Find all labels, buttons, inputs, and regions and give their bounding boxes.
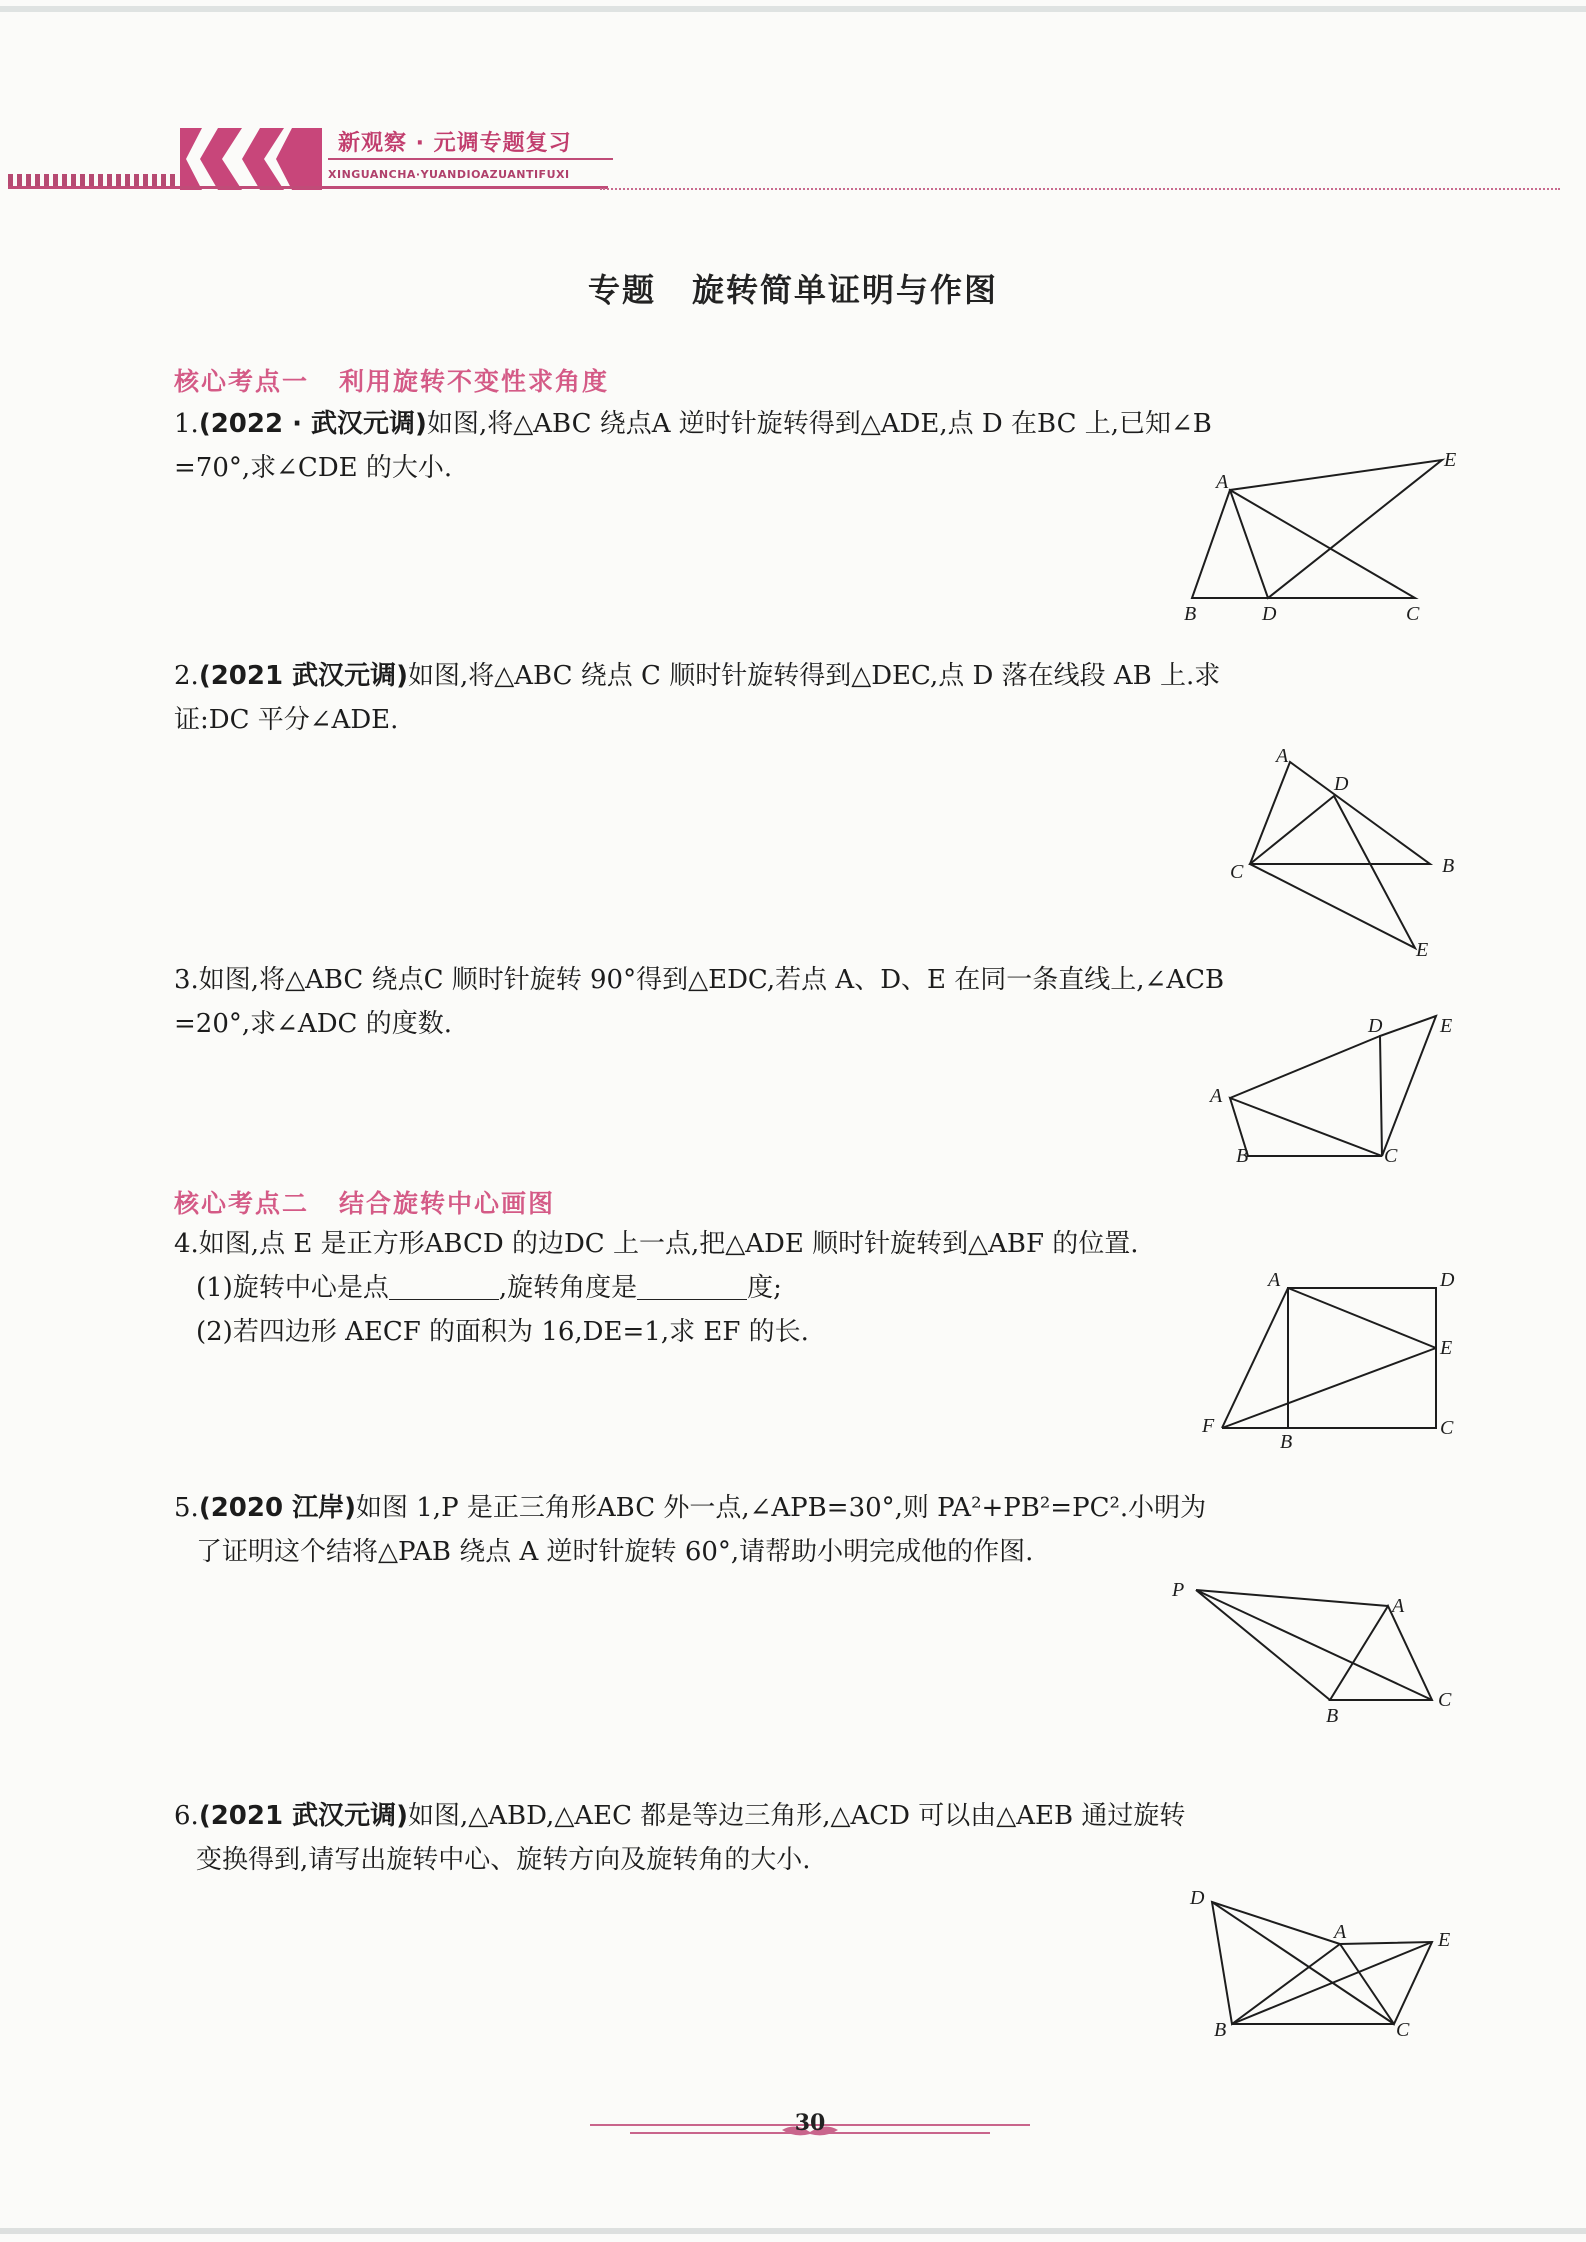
page-number: 30 [794,2110,826,2136]
label-c: C [1230,861,1244,883]
problem-2-line-2: 证:DC 平分∠ADE. [174,705,399,735]
problem-source: (2020 江岸) [198,1493,356,1523]
problem-6-line-2: 变换得到,请写出旋转中心、旋转方向及旋转角的大小. [196,1845,811,1875]
problem-3-line-1: 3.如图,将△ABC 绕点C 顺时针旋转 90°得到△EDC,若点 A、D、E 在同一条直线上,∠ACB [174,965,1225,995]
segment-ae [1288,1288,1436,1348]
problem-4-part-1 [196,1266,782,1310]
figure-3 [1204,1008,1464,1173]
problem-text: 如图 1,P 是正三角形ABC 外一点,∠APB=30°,则 PA²+PB²=PC².小明为 [356,1493,1207,1523]
label-b: B [1214,2019,1227,2041]
triangle-aec [1340,1942,1432,2024]
top-border [0,6,1586,12]
page-title-main: 旋转简单证明与作图 [692,271,999,309]
label-c: C [1396,2019,1410,2041]
triangle-edc [1380,1016,1436,1156]
label-e: E [1440,1337,1453,1359]
triangle-dec [1250,796,1415,948]
label-d: D [1190,1887,1205,1909]
problem-number: 2. [174,661,199,691]
section-heading-1 [174,362,609,398]
section-title: 结合旋转中心画图 [339,1189,556,1218]
chevron-logo-icon [172,128,322,190]
segment-ad [1230,1036,1380,1098]
problem-text: 如图,△ABD,△AEC 都是等边三角形,△ACD 可以由△AEB 通过旋转 [408,1801,1186,1831]
label-d: D [1262,603,1277,625]
label-e: E [1440,1015,1453,1037]
label-b: B [1280,1431,1293,1453]
triangle-ade [1230,460,1442,598]
problem-5 [174,1486,1456,1574]
answer-blank-angle[interactable] [637,1273,747,1300]
problem-6 [174,1794,1456,1882]
figure-6 [1182,1882,1472,2042]
problem-3-line-2: =20°,求∠ADC 的度数. [174,1009,452,1039]
label-d: D [1440,1269,1455,1291]
section-label: 核心考点二 [174,1189,310,1218]
label-b: B [1236,1145,1249,1167]
square-abcd [1288,1288,1436,1428]
part-1-text-3: 度; [747,1273,782,1303]
problem-1-line-2: =70°,求∠CDE 的大小. [174,453,453,483]
label-a: A [1392,1595,1405,1617]
problem-4-part-2: (2)若四边形 AECF 的面积为 16,DE=1,求 EF 的长. [196,1317,809,1347]
section-heading-2 [174,1184,555,1220]
problem-2-line-1 [174,654,1456,698]
label-c: C [1438,1689,1452,1711]
label-b: B [1184,603,1197,625]
label-b: B [1442,855,1455,877]
label-a: A [1334,1921,1347,1943]
section-title: 利用旋转不变性求角度 [339,367,610,396]
triangle-abc [1192,490,1415,598]
label-a: A [1210,1085,1223,1107]
segment-pb [1196,1590,1330,1700]
problem-2 [174,654,1456,742]
triangle-abc [1330,1606,1432,1700]
problem-4-line-1: 4.如图,点 E 是正方形ABCD 的边DC 上一点,把△ADE 顺时针旋转到△ABF 的位置. [174,1229,1139,1259]
problem-source: (2021 武汉元调) [198,1801,408,1831]
label-a: A [1216,471,1229,493]
label-p: P [1172,1579,1185,1601]
label-d: D [1368,1015,1383,1037]
figure-4 [1196,1268,1466,1453]
problem-number: 1. [174,409,199,439]
figure-2 [1220,745,1470,968]
header-subtitle: XINGUANCHA·YUANDIOAZUANTIFUXI [328,168,570,181]
label-b: B [1326,1705,1339,1727]
figure-5 [1170,1576,1470,1726]
label-c: C [1384,1145,1398,1167]
problem-1-line-1 [174,402,1456,446]
label-e: E [1444,449,1457,471]
label-c: C [1406,603,1420,625]
answer-blank-center[interactable] [389,1273,499,1300]
label-a: A [1268,1269,1281,1291]
part-1-text: (1)旋转中心是点 [196,1273,389,1303]
problem-text: 如图,将△ABC 绕点 C 顺时针旋转得到△DEC,点 D 落在线段 AB 上.求 [408,661,1221,691]
label-f: F [1202,1415,1215,1437]
page-footer [590,2110,1030,2150]
figure-1 [1180,448,1460,628]
page-header [0,118,1586,198]
problem-4 [174,1222,1456,1266]
label-e: E [1416,939,1429,961]
label-a: A [1276,745,1289,767]
problem-6-line-1 [174,1794,1456,1838]
header-rule [8,186,608,189]
problem-source: (2022 · 武汉元调) [198,409,427,439]
header-title: 新观察 · 元调专题复习 [338,131,572,156]
triangle-abc [1230,1098,1382,1156]
header-title-underline [328,158,613,160]
segment-dc [1212,1902,1394,2024]
part-1-text-2: ,旋转角度是 [498,1273,638,1303]
label-c: C [1440,1417,1454,1439]
problem-text: 如图,将△ABC 绕点A 逆时针旋转得到△ADE,点 D 在BC 上,已知∠B [426,409,1212,439]
page-title-prefix: 专题 [587,271,656,309]
header-dotted-rule [600,188,1560,190]
header-stripes [8,174,176,186]
section-label: 核心考点一 [174,367,310,396]
bottom-border [0,2228,1586,2234]
problem-5-line-2: 了证明这个结将△PAB 绕点 A 逆时针旋转 60°,请帮助小明完成他的作图. [196,1537,1034,1567]
problem-number: 5. [174,1493,199,1523]
problem-number: 6. [174,1801,199,1831]
label-d: D [1334,773,1349,795]
page-title [0,265,1586,311]
label-e: E [1438,1929,1451,1951]
problem-source: (2021 武汉元调) [198,661,408,691]
problem-5-line-1 [174,1486,1456,1530]
